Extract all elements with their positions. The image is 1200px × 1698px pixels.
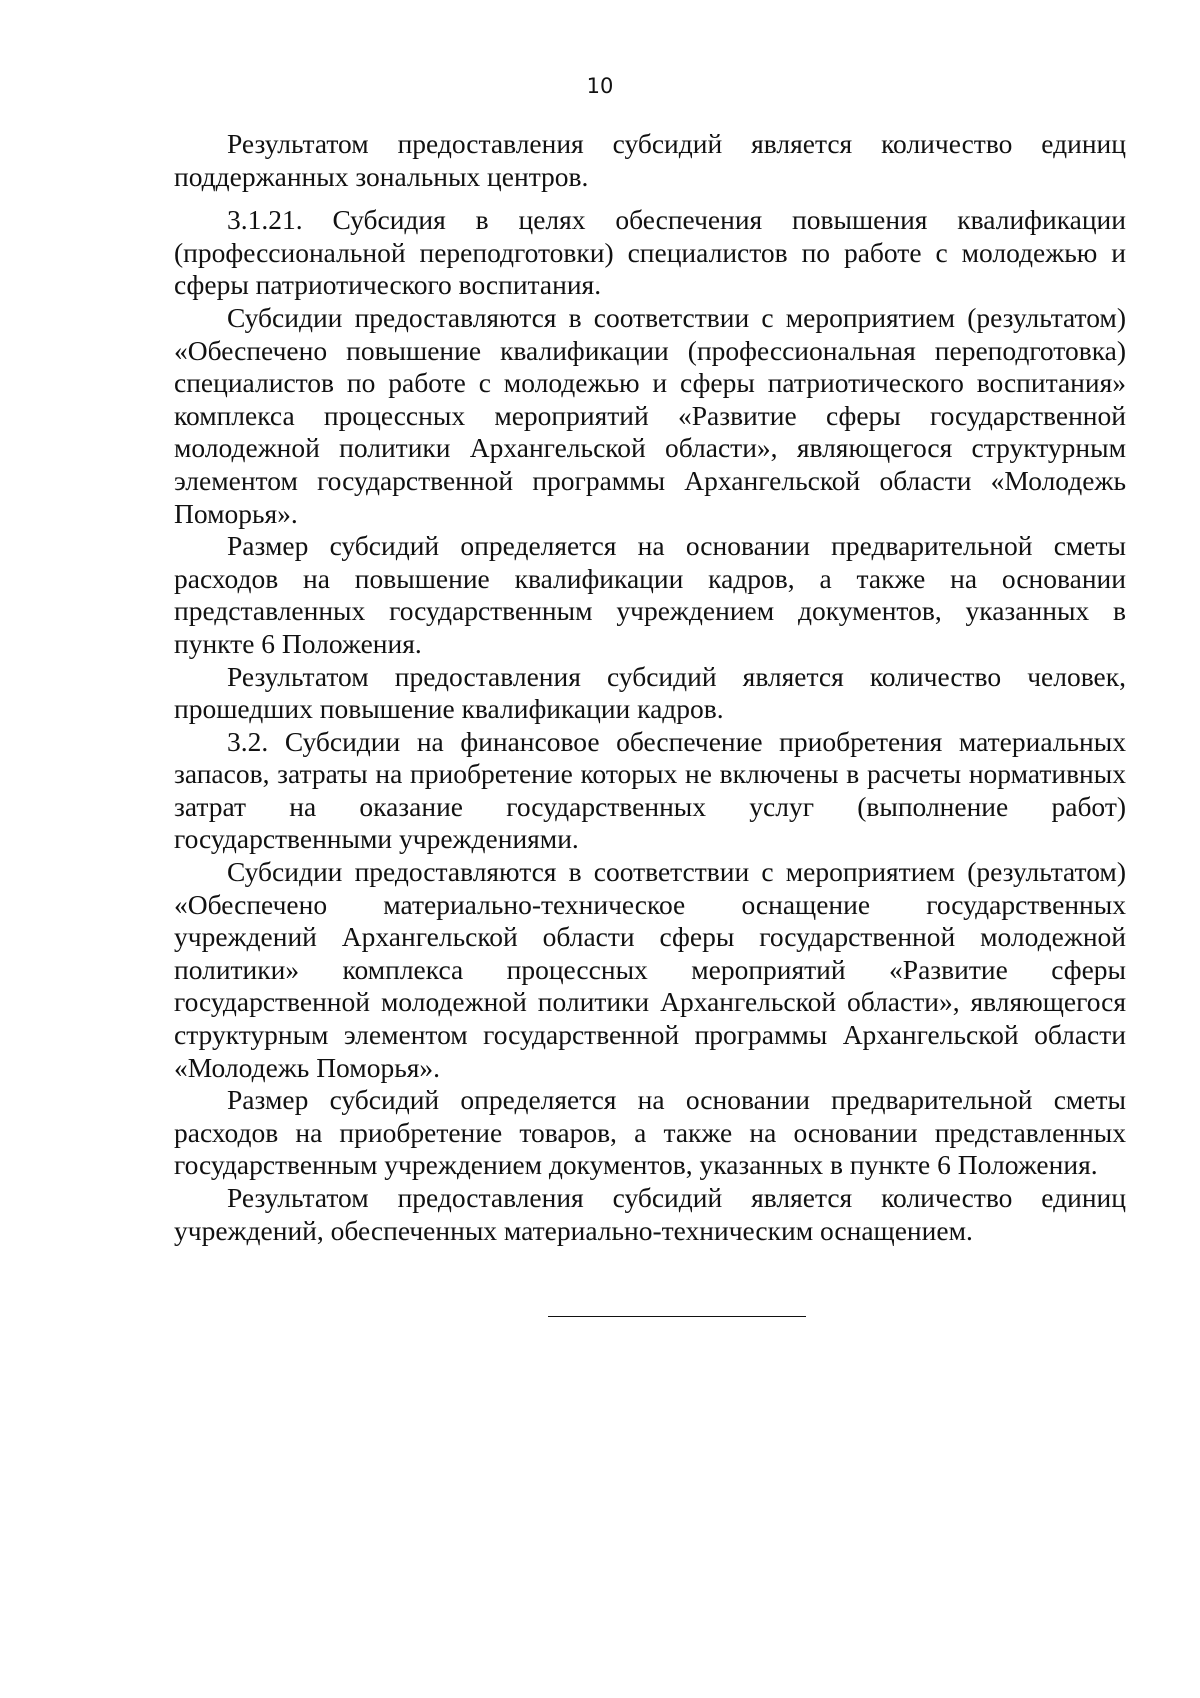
paragraph-section-3-2: 3.2. Субсидии на финансовое обеспечение приобретения материальных запасов, затраты на приобретение которых не включены в расчеты нормативных затрат на оказание государственных услуг (выполнение работ) государственными учреждениями. (174, 725, 1126, 855)
paragraph-subsidy-size-qualification: Размер субсидий определяется на основании предварительной сметы расходов на повышение квалификации кадров, а также на основании представленных государственным учреждением документов, указанных в пункте 6 Положения. (174, 530, 1126, 659)
paragraph-section-3-1-21: 3.1.21. Субсидия в целях обеспечения повышения квалификации (профессиональной переподготовки) специалистов по работе с молодежью и сферы патриотического воспитания. (174, 204, 1126, 301)
paragraph-zonal-centers-result: Результатом предоставления субсидий является количество единиц поддержанных зональных центров. (174, 128, 1126, 192)
paragraph-result-persons: Результатом предоставления субсидий является количество человек, прошедших повышение квалификации кадров. (174, 660, 1126, 725)
paragraph-result-institutions: Результатом предоставления субсидий является количество единиц учреждений, обеспеченных материально-техническим оснащением. (174, 1182, 1126, 1246)
closing-rule (548, 1316, 806, 1317)
paragraph-subsidy-basis-qualification: Субсидии предоставляются в соответствии с мероприятием (результатом) «Обеспечено повышение квалификации (профессиональная переподготовка) специалистов по работе с молодежью и сферы патриотического воспитания» комплекса процессных мероприятий «Развитие сферы государственной молодежной политики Архангельской области», являющегося структурным элементом государственной программы Архангельской области «Молодежь Поморья». (174, 301, 1126, 529)
paragraph-subsidy-basis-equipment: Субсидии предоставляются в соответствии с мероприятием (результатом) «Обеспечено материально-техническое оснащение государственных учреждений Архангельской области сферы государственной молодежной политики» комплекса процессных мероприятий «Развитие сферы государственной молодежной политики Архангельской области», являющегося структурным элементом государственной программы Архангельской области «Молодежь Поморья». (174, 856, 1126, 1083)
page-number: 10 (586, 74, 614, 98)
paragraph-subsidy-size-goods: Размер субсидий определяется на основании предварительной сметы расходов на приобретение товаров, а также на основании представленных государственным учреждением документов, указанных в пункте 6 Положения. (174, 1084, 1126, 1181)
document-body (174, 128, 1126, 1247)
